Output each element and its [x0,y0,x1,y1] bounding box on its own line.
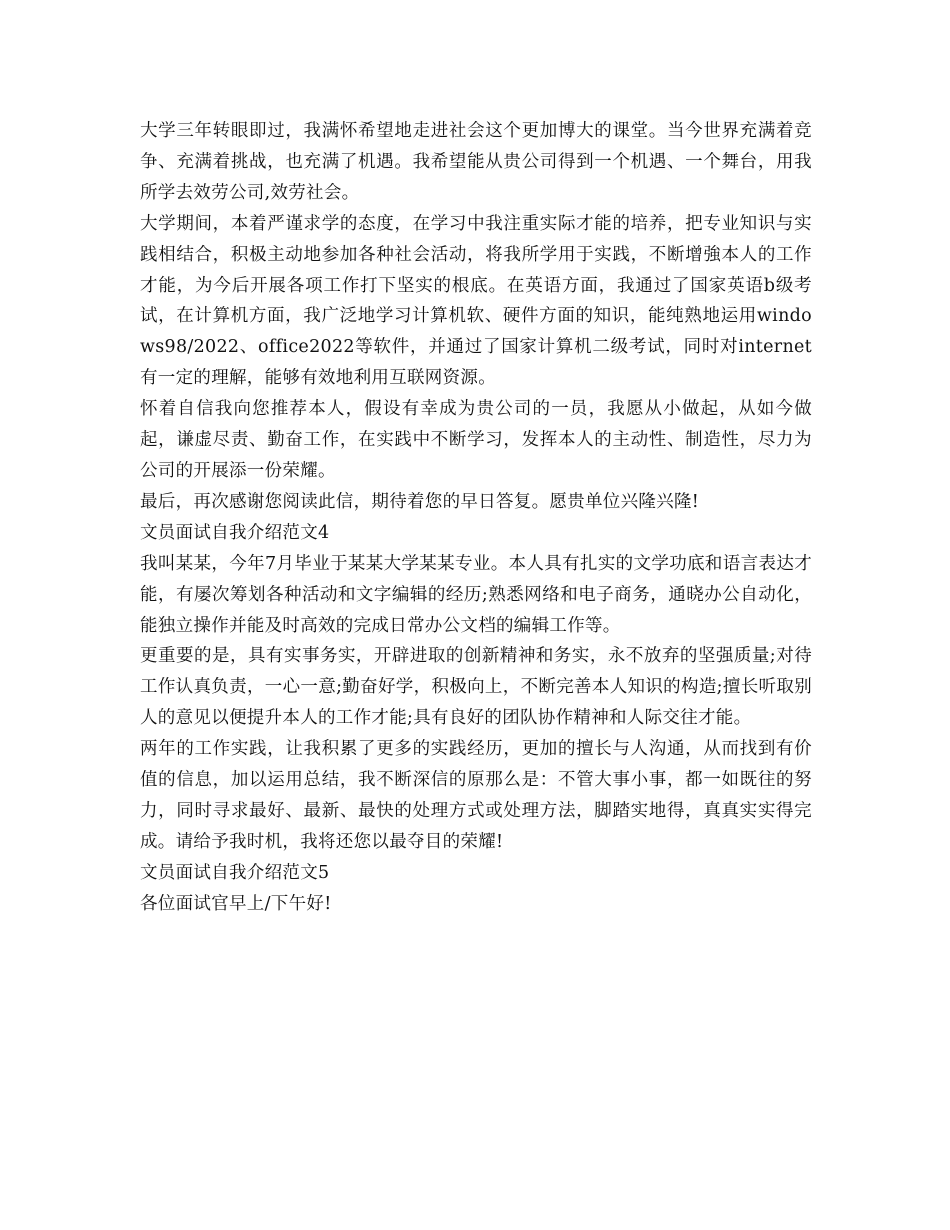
paragraph-university: 大学期间，本着严谨求学的态度，在学习中我注重实际才能的培养，把专业知识与实践相结合，积极主动地参加各种社会活动，将我所学用于实践，不断增強本人的工作才能，为今后开展各项工作打下坚实的根底。在英语方面，我通过了国家英语b级考试，在计算机方面，我广泛地学习计算机软、硬件方面的知识，能纯熟地运用windows98/2022、office2022等软件，并通过了国家计算机二级考试，同时对internet有一定的理解，能够有效地利用互联网资源。 [140,213,812,389]
paragraph-sample4-experience: 两年的工作实践，让我积累了更多的实践经历，更加的擅长与人沟通，从而找到有价值的信息，加以运用总结，我不断深信的原那么是：不管大事小事，都一如既往的努力，同时寻求最好、最新、最快的处理方式或处理方法，脚踏实地得，真真实实得完成。请给予我时机，我将还您以最夺目的荣耀! [140,739,812,852]
section-heading-sample-4: 文员面试自我介绍范文4 [140,522,330,543]
section-heading-sample-5: 文员面试自我介绍范文5 [140,862,330,883]
paragraph-self-recommendation: 怀着自信我向您推荐本人，假设有幸成为贵公司的一员，我愿从小做起，从如今做起，谦虚尽责、勤奋工作，在实践中不断学习，发挥本人的主动性、制造性，尽力为公司的开展添一份荣耀。 [140,399,812,481]
paragraph-sample4-intro: 我叫某某，今年7月毕业于某某大学某某专业。本人具有扎实的文学功底和语言表达才能，有屡次筹划各种活动和文字编辑的经历;熟悉网络和电子商务，通晓办公自动化，能独立操作并能及时高效的完成日常办公文档的编辑工作等。 [140,553,812,636]
paragraph-closing: 最后，再次感谢您阅读此信，期待着您的早日答复。愿贵单位兴隆兴隆! [140,491,700,512]
paragraph-sample4-qualities: 更重要的是，具有实事务实，开辟进取的创新精神和务实，永不放弃的坚强质量;对待工作认真负责，一心一意;勤奋好学，积极向上，不断完善本人知识的构造;擅长听取别人的意见以便提升本人的工作才能;具有良好的团队协作精神和人际交往才能。 [140,646,812,729]
document-body [140,116,812,920]
paragraph-sample5-greeting: 各位面试官早上/下午好! [140,893,332,914]
paragraph-intro: 大学三年转眼即过，我满怀希望地走进社会这个更加博大的课堂。当今世界充满着竞争、充满着挑战，也充满了机遇。我希望能从贵公司得到一个机遇、一个舞台，用我所学去效劳公司,效劳社会。 [140,121,812,203]
